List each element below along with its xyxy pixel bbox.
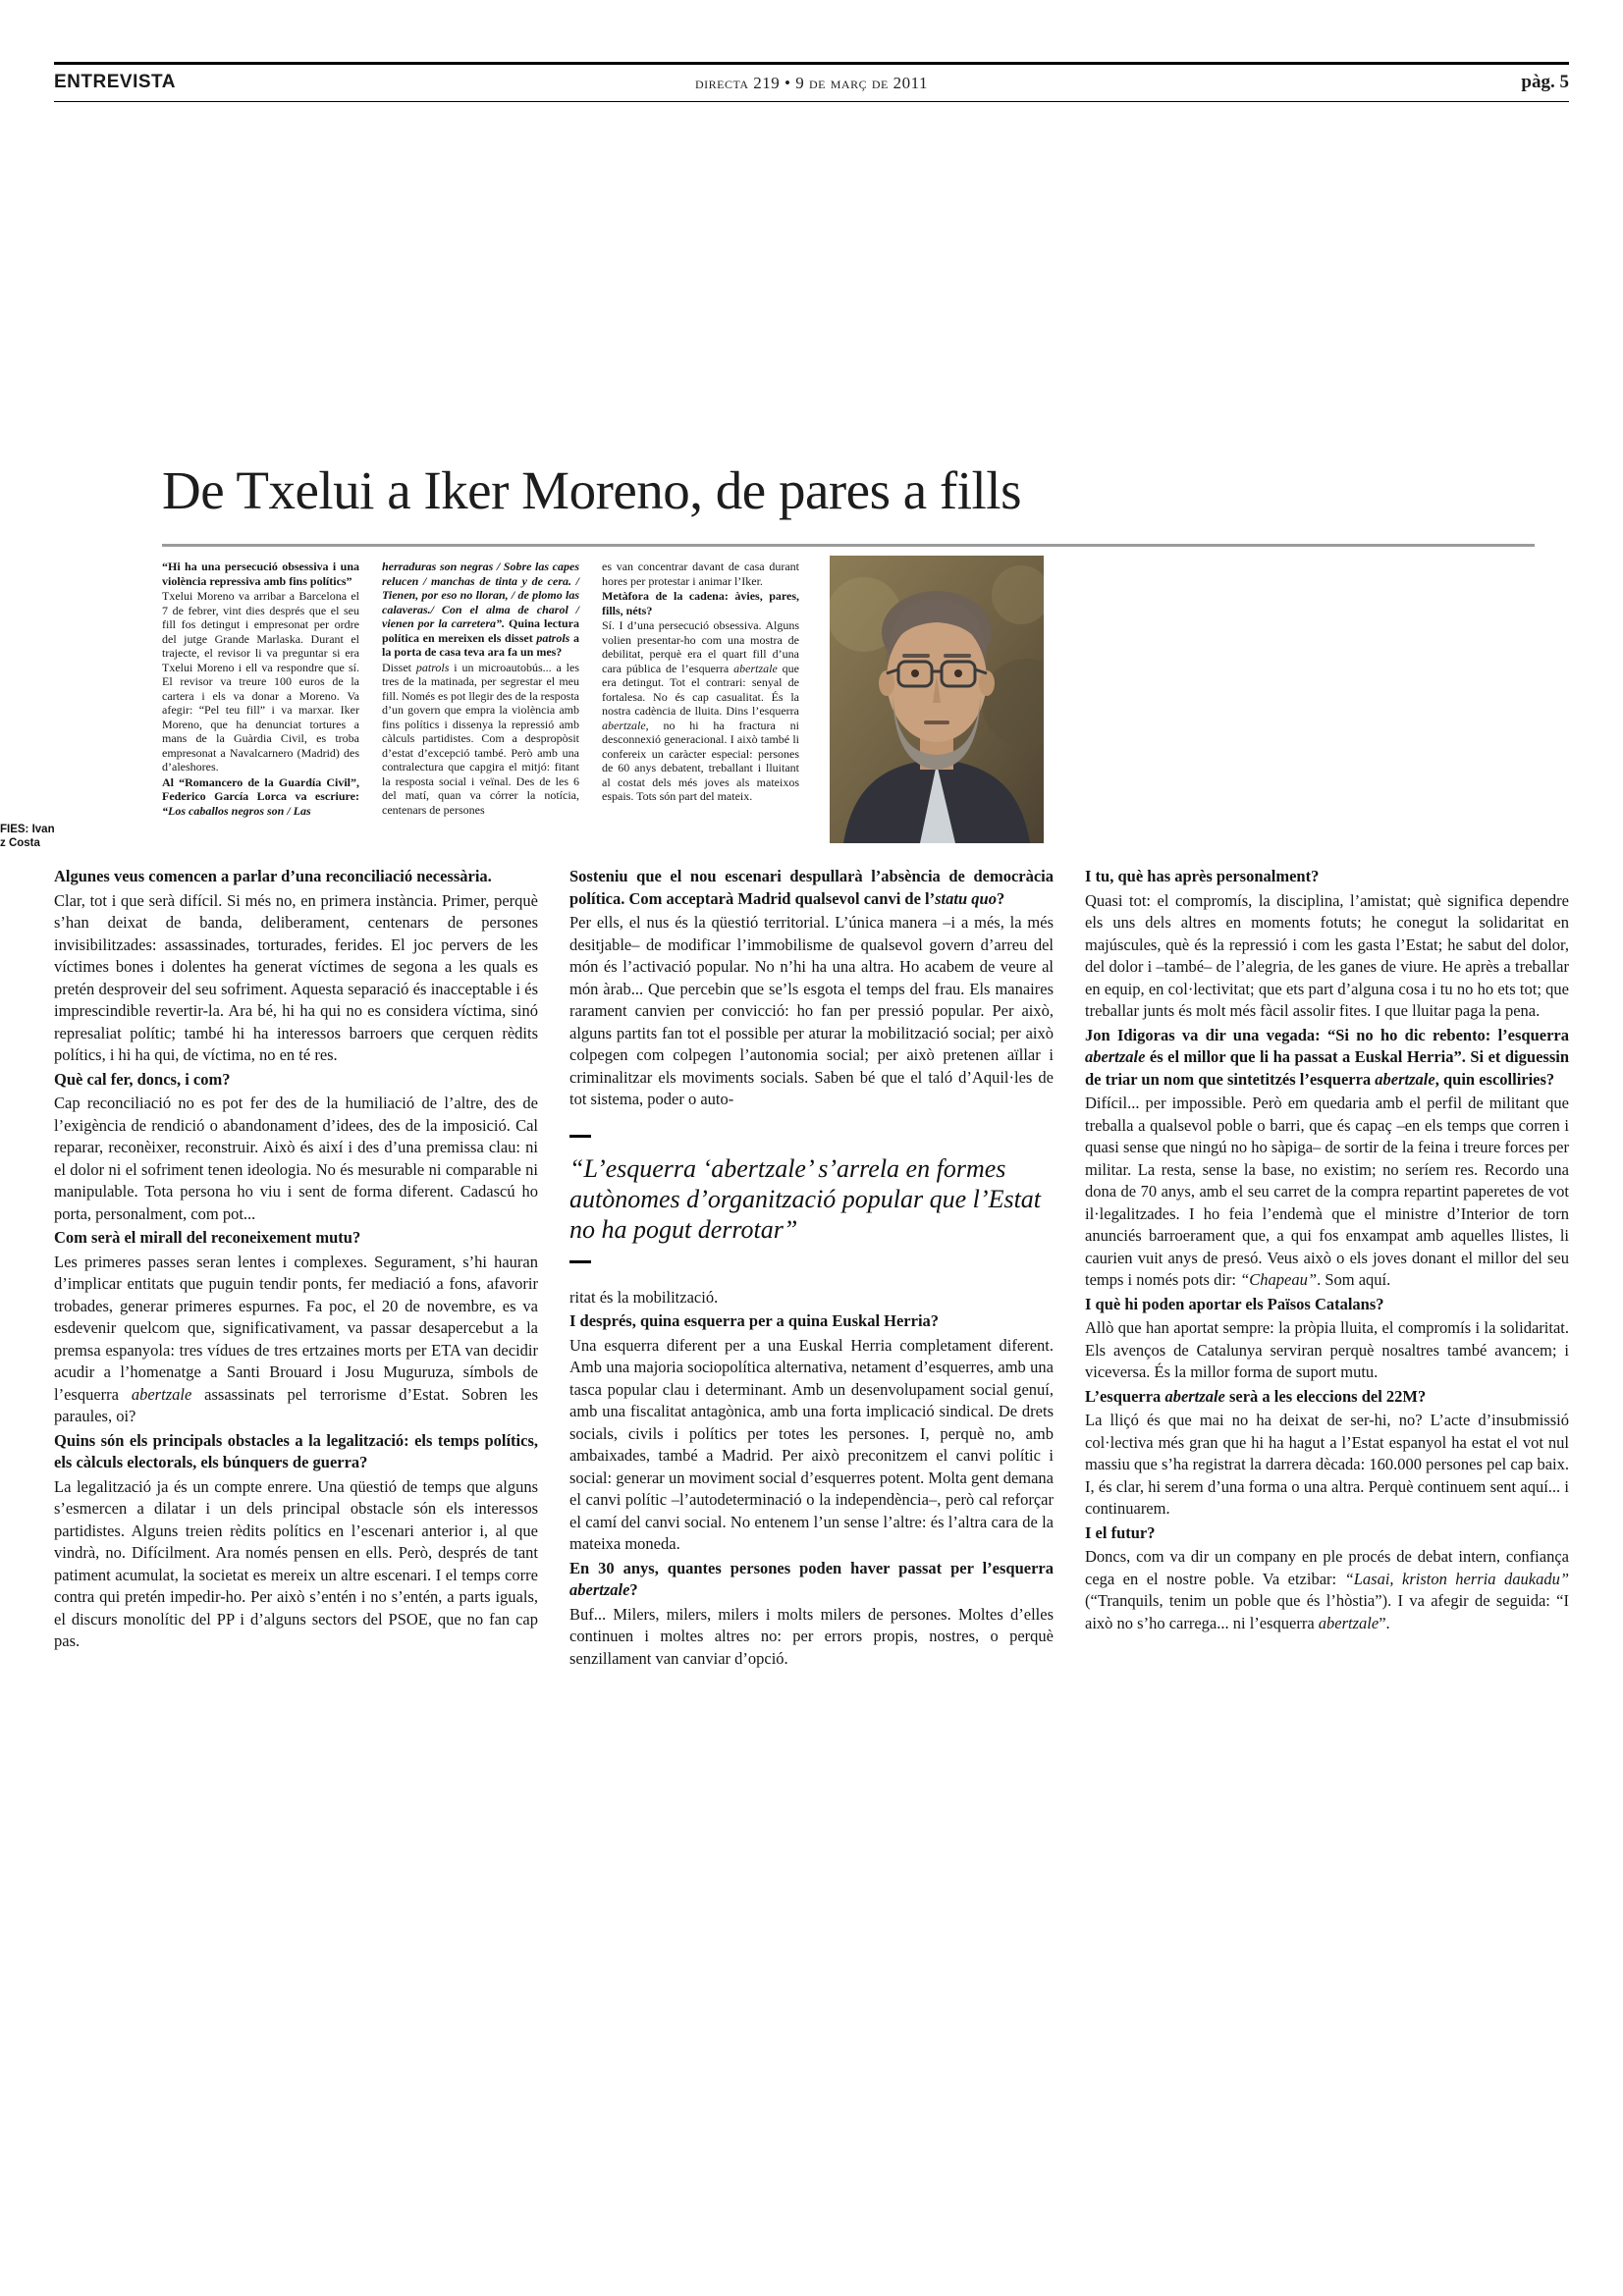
intro-columns [162,560,800,854]
body-paragraph: ritat és la mobilització. [569,1287,719,1307]
question-paragraph: En 30 anys, quantes persones poden haver passat per l’esquerra abertzale? [569,1558,1054,1599]
question-paragraph: I el futur? [1085,1522,1156,1542]
body-paragraph: Les primeres passes seran lentes i complexes. Segurament, s’hi hauran d’implicar entitats que puguin tendir ponts, fer mediació a fons, afavorir trobades, generar primeres espurnes. Fa poc, el 20 de novembre, es va esdevenir quelcom que, significativament, va passar desapercebut a la premsa espanyola: tres vídues de tres ertzaines morts per ETA van decidir acudir a l’homenatge a Santi Brouard i Josu Muguruza, símbols de l’esquerra abertzale assassinats pel terrorisme d’Estat. Sobren les paraules, oi? [54,1252,538,1425]
portrait-photo [830,556,1044,843]
portrait-photo-illustration [830,556,1044,843]
issue-date: directa 219 • 9 de març de 2011 [695,74,928,92]
body-paragraph: Cap reconciliació no es pot fer des de la humiliació de l’altre, des de l’exigència de rendició o abandonament d’idees, des de la imposició. Cal reparar, reconèixer, reconstruir. Això és així i des d’una premissa clau: ni el dolor ni el sofriment tenen ideologia. No és mesurable ni comparable ni manipulable. Tota persona ho viu i sent de forma diferent. Cadascú ho porta, personalment, com pot... [54,1094,538,1223]
body-paragraph: Quasi tot: el compromís, la disciplina, l’amistat; què significa dependre els uns dels altres en moments fotuts; he conegut la solidaritat en majúscules, què és la repressió i com les gasta l’Estat; he sabut del dolor, del dolor i –també– de l’alegria, de les ganes de viure. He après a treballar en equip, en col·lectivitat; que ets part d’alguna cosa i tu no ho ets tot; que treballar junts és molt més fàcil assolir fites. I que lluitar paga la pena. [1085,890,1569,1020]
photo-credit-line: z Costa [0,837,40,849]
question-paragraph: Què cal fer, doncs, i com? [54,1069,231,1089]
body-paragraph: La lliçó és que mai no ha deixat de ser-hi, no? L’acte d’insubmissió col·lectiva més gran que hi ha hagut a l’Estat espanyol ha estat el vot nul massiu que s’ha registrat la darrera dècada: 160.000 persones pel cap baix. I, és clar, hi serem d’una forma o una altra. Perquè continuem sent aquí... i continuarem. [1085,1411,1569,1518]
section-label: ENTREVISTA [54,72,176,92]
headline: De Txelui a Iker Moreno, de pares a fills [162,460,1021,520]
intro-column-1 [162,560,359,854]
pull-quote-text: “L’esquerra ‘abertzale’ s’arrela en formes autònomes d’organització popular que l’Estat no ha pogut derrotar” [569,1153,1042,1244]
headline-rule [162,544,1535,547]
interview-column-3 [1085,866,1569,2269]
question-paragraph: I què hi poden aportar els Països Catalans? [1085,1294,1384,1313]
body-paragraph: La legalització ja és un compte enrere. Una qüestió de temps que alguns s’esmercen a dilatar i un dels principal obstacle són els interessos partidistes. Alguns treien rèdits polítics en l’escenari anterior i, al que vindrà, no. Difícilment. Ara només pensen en ells. Però, després de tant patiment acumulat, la societat es mereix un altre escenari. I el temps corre contra qui pretén impedir-ho. Per això s’entén i no s’entén, a parts iguals, el discurs monolític del PP i d’alguns sectors del PSOE, que no fan cap pas. [54,1476,538,1650]
question-paragraph: Jon Idigoras va dir una vegada: “Si no ho dic rebento: l’esquerra abertzale és el millor que li ha passat a Euskal Herria”. Si et diguessin de triar un nom que sintetitzés l’esquerra abertzale, quin escolliries? [1085,1025,1569,1089]
body-paragraph: Buf... Milers, milers, milers i molts milers de persones. Moltes d’elles continuen i moltes altres no: per errors propis, nostres, o perquè senzillament van canviar d’opció. [569,1604,1054,1668]
body-paragraph: Sí. I d’una persecució obsessiva. Alguns volien presentar-ho com una mostra de debilitat, perquè era el quart fill d’una cara pública de l’esquerra abertzale que era detingut. Tot el contrari: senyal de fortalesa. No és cap casualitat. És la nostra cadència de lluita. Dins l’esquerra abertzale, no hi ha fractura ni desconnexió generacional. I això també li confereix un caràcter especial: persones de 60 anys debatent, treballant i lluitant al costat dels més joves als mateixos espais. Tots són part del mateix. [602,618,800,803]
question-paragraph: herraduras son negras / Sobre las capes relucen / manchas de tinta y de cera. / Tienen, por eso no lloran, / de plomo las calaveras./ Con el alma de charol / vienen por la carretera”. Quina lectura política en mereixen els disset patrols a la porta de casa teva ara fa un mes? [382,560,580,659]
question-paragraph: Quins són els principals obstacles a la legalització: els temps polítics, els càlculs electorals, els búnquers de guerra? [54,1430,538,1471]
question-paragraph: I després, quina esquerra per a quina Euskal Herria? [569,1311,940,1330]
body-paragraph: Allò que han aportat sempre: la pròpia lluita, el compromís i la solidaritat. Els avenços de Catalunya serviran perquè nosaltres també avancem; i viceversa. És la millor forma de suport mutu. [1085,1318,1569,1381]
interview-column-1 [54,866,538,2269]
photo-credit-line: FIES: Ivan [0,824,55,835]
body-paragraph: Disset patrols i un microautobús... a les tres de la matinada, per segrestar el meu fill. Només es pot llegir des de la resposta d’un govern que empra la violència amb fins polítics i dissenya la repressió amb càlculs partidistes. Com a despropòsit d’estat d’excepció també. Però amb una contralectura que capgira el mitjó: fitant la resposta social i veïnal. Des de les 6 del matí, quan va córrer la notícia, centenars de persones [382,660,580,817]
pull-quote-dash [569,1260,591,1263]
header-bottom-rule [54,101,1569,102]
page-number: pàg. 5 [1521,72,1569,92]
intro-column-3 [602,560,799,854]
page-header [54,69,1569,98]
body-paragraph: Difícil... per impossible. Però em quedaria amb el perfil de militant que treballa a qualsevol poble o barri, que és capaç –en els temps que corren i quasi sense que ningú no ho sàpiga– de sortir de la feina i treure forces per militar. La resta, sense la base, no existim; no seríem res. Recordo una dona de 70 anys, amb el seu carret de la compra repartint paperetes de vot il·legalitzades. I ho feia l’endemà que el ministre d’Interior de torn anunciés barroerament que, a qui fos enxampat amb aquelles llistes, li caurien vuit anys de presó. Veus això o els joves donant el millor del seu temps i només pots dir: “Chapeau”. Som aquí. [1085,1094,1569,1289]
pull-quote [569,1135,1054,1263]
body-paragraph: es van concentrar davant de casa durant hores per protestar i animar l’Iker. [602,560,799,588]
body-paragraph: Doncs, com va dir un company en ple procés de debat intern, confiança cega en el nostre poble. Va etzibar: “Lasai, kriston herria daukadu” (“Tranquils, tenim un poble que és l’hòstia”). I va afegir de seguida: “I això no s’ho carrega... ni l’esquerra abertzale”. [1085,1547,1569,1632]
question-paragraph: Algunes veus comencen a parlar d’una reconciliació necessària. [54,867,492,885]
body-paragraph: Una esquerra diferent per a una Euskal Herria completament diferent. Amb una majoria sociopolítica alternativa, netament d’esquerres, amb una tasca popular clau i determinant. Amb un desenvolupament social genuí, amb una fiscalitat antagònica, amb una forta implicació sindical. De drets socials, civils i polítics per totes les persones. I, perquè no, amb ambaixades, també a Madrid. Per això preconitzem el canvi polític i social: generar un moviment social d’esquerres potent. Molta gent demana el canvi polític –l’autodeterminació o la independència–, però cal reforçar el camí del canvi social. No entenem l’un sense l’altre: és l’altra cara de la mateixa moneda. [569,1335,1054,1553]
body-paragraph: Clar, tot i que serà difícil. Si més no, en primera instància. Primer, perquè s’han deixat de banda, deliberament, centenars de persones invisibilitzades: assassinades, torturades, ferides. El joc pervers de les víctimes bones i dolentes ha generat víctimes de segona a les quals es pretén desproveir del seu sofriment. Aquesta separació és inacceptable i és imprescindible revertir-la. Ara bé, hi ha qui no es considera víctima, sinó represaliat polític; també hi ha interessos barroers que cerquen rèdits polítics, i hi ha qui, de víctima, no en té res. [54,890,538,1064]
photo-credit [0,823,55,850]
question-paragraph: I tu, què has après personalment? [1085,867,1320,885]
header-top-rule [54,62,1569,65]
body-paragraph: Txelui Moreno va arribar a Barcelona el 7 de febrer, vint dies després que el seu fill fos detingut i empresonat per ordre del jutge Grande Marlaska. Durant el trajecte, el revisor li va preguntar si era Txelui Moreno i ell va respondre que sí. El revisor va treure 100 euros de la cartera i els va donar a Moreno. Va afegir: “Pel teu fill” i va marxar. Iker Moreno, que ha denunciat tortures a mans de la Guàrdia Civil, es troba empresonat a Navalcarnero (Madrid) des d’aleshores. [162,589,359,774]
question-paragraph: Sosteniu que el nou escenari despullarà l’absència de democràcia política. Com acceptarà Madrid qualsevol canvi de l’statu quo? [569,867,1054,908]
question-paragraph: Metàfora de la cadena: àvies, pares, fills, néts? [602,589,799,617]
body-paragraph: Per ells, el nus és la qüestió territorial. L’única manera –i a més, la més desitjable– de modificar l’immobilisme de qualsevol govern d’arreu del món és l’activació popular. No n’hi ha una altra. Ho acabem de veure al món àrab... Que percebin que se’ls esgota el temps del frau. Els manaires rarament canvien per convicció: ho fan per pressió popular. Per això, alguns partits fan tot el possible per aturar la mobilització social; per això colpegen com colpegen l’autonomia social; per això pretenen aïllar i criminalitzar els moviments socials. Saben bé que el taló d’Aquil·les de tot sistema, poder o auto- [569,913,1054,1108]
interview-columns [54,866,1569,2269]
pull-quote-dash [569,1135,591,1138]
question-paragraph: Com serà el mirall del reconeixement mutu? [54,1228,361,1247]
question-paragraph: L’esquerra abertzale serà a les eleccions del 22M? [1085,1386,1427,1406]
lead-paragraph: “Hi ha una persecució obsessiva i una violència repressiva amb fins polítics” [162,560,359,588]
interview-column-2 [569,866,1054,2269]
intro-column-2 [382,560,579,854]
body-paragraph: Al “Romancero de la Guardía Civil”, Federico García Lorca va escriure: “Los caballos negros son / Las [162,774,359,818]
